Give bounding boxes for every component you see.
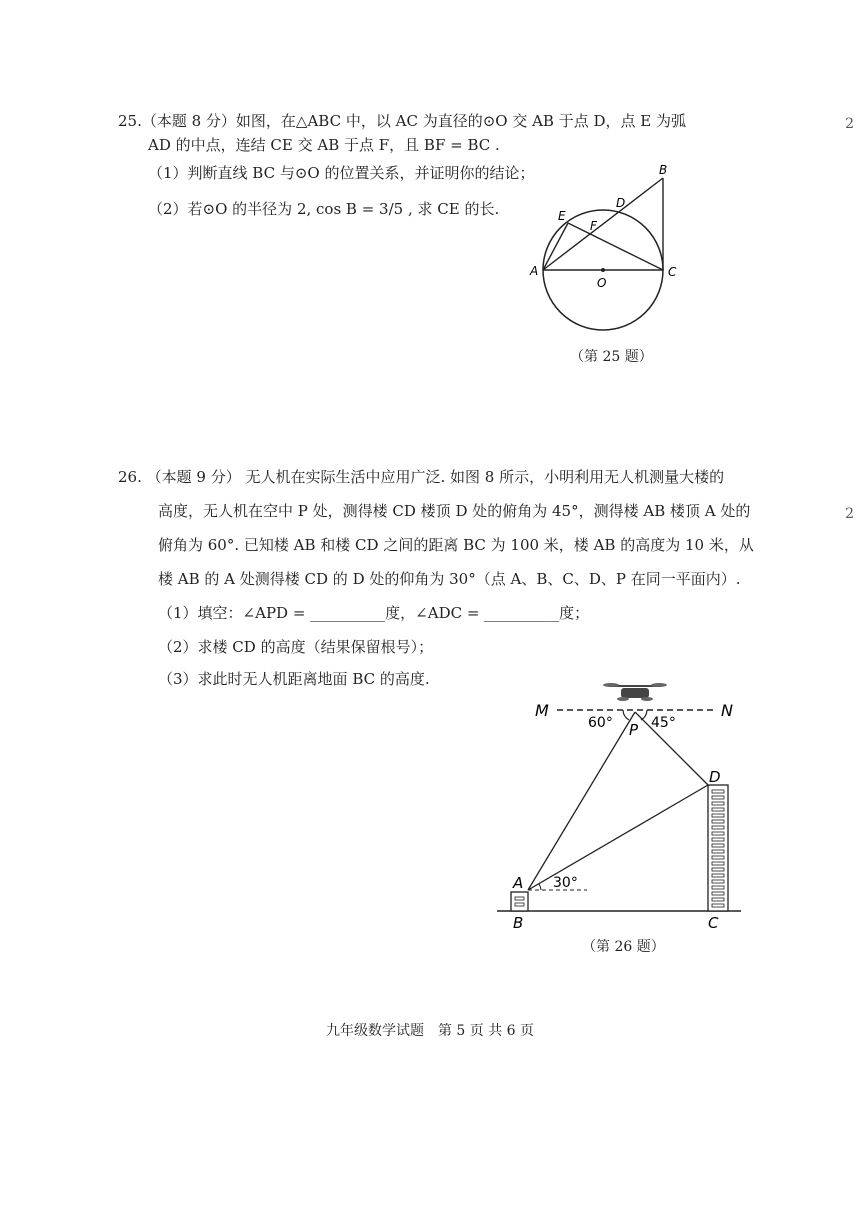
label-angle-30: 30° [553, 875, 578, 891]
label-e: E [558, 209, 566, 223]
q26-line-4: 楼 AB 的 A 处测得楼 CD 的 D 处的仰角为 30°（点 A、B、C、D、P 在同一平面内）. [158, 570, 741, 588]
label-angle-45: 45° [651, 715, 676, 731]
edge-mark: 2 [845, 116, 854, 132]
label-b: B [513, 914, 524, 932]
segment-ab [543, 178, 663, 270]
label-c: C [708, 914, 719, 932]
building-ab [511, 892, 528, 911]
label-d: D [709, 768, 721, 786]
angle-arc-60 [623, 710, 629, 720]
angle-arc-30 [539, 884, 541, 890]
center-dot [601, 268, 605, 272]
label-m: M [535, 701, 549, 720]
label-n: N [721, 701, 733, 720]
label-o: O [597, 276, 607, 290]
label-f: F [590, 219, 597, 233]
q26-caption: （第 26 题） [582, 939, 665, 955]
page-footer: 九年级数学试题 第 5 页 共 6 页 [325, 1023, 535, 1039]
q25-caption: （第 25 题） [570, 349, 653, 365]
label-d: D [616, 196, 626, 210]
segment-pa [528, 712, 635, 890]
drone-icon [603, 683, 667, 701]
q25-line-4: （2）若⊙O 的半径为 2, cos B = 3/5 , 求 CE 的长. [148, 200, 500, 218]
label-angle-60: 60° [588, 715, 613, 731]
label-c: C [668, 265, 677, 279]
q25-line-1: 25.（本题 8 分）如图，在△ABC 中，以 AC 为直径的⊙O 交 AB 于点 D，点 E 为弧 [118, 112, 687, 130]
q26-line-2: 高度，无人机在空中 P 处，测得楼 CD 楼顶 D 处的俯角为 45°，测得楼 AB 楼顶 A 处的 [158, 502, 751, 520]
label-b: B [659, 163, 668, 177]
label-a: A [513, 874, 524, 892]
q25-line-2: AD 的中点，连结 CE 交 AB 于点 F，且 BF = BC . [148, 136, 500, 154]
q26-figure [495, 672, 745, 934]
edge-mark: 2 [845, 506, 854, 522]
q26-line-7: （3）求此时无人机距离地面 BC 的高度. [158, 670, 430, 688]
q25-figure [520, 160, 690, 340]
q26-line-6: （2）求楼 CD 的高度（结果保留根号）； [158, 638, 434, 656]
q25-line-3: （1）判断直线 BC 与⊙O 的位置关系，并证明你的结论； [148, 164, 535, 182]
q26-line-3: 俯角为 60°. 已知楼 AB 和楼 CD 之间的距离 BC 为 100 米，楼 AB 的高度为 10 米，从 [158, 536, 754, 554]
label-p: P [629, 721, 639, 739]
q26-line-5: （1）填空：∠APD = __________度，∠ADC = __________度； [158, 604, 590, 622]
segment-ae [543, 223, 568, 270]
label-a: A [530, 264, 539, 278]
q26-line-1: 26. （本题 9 分） 无人机在实际生活中应用广泛. 如图 8 所示，小明利用无人机测量大楼的 [118, 468, 725, 486]
